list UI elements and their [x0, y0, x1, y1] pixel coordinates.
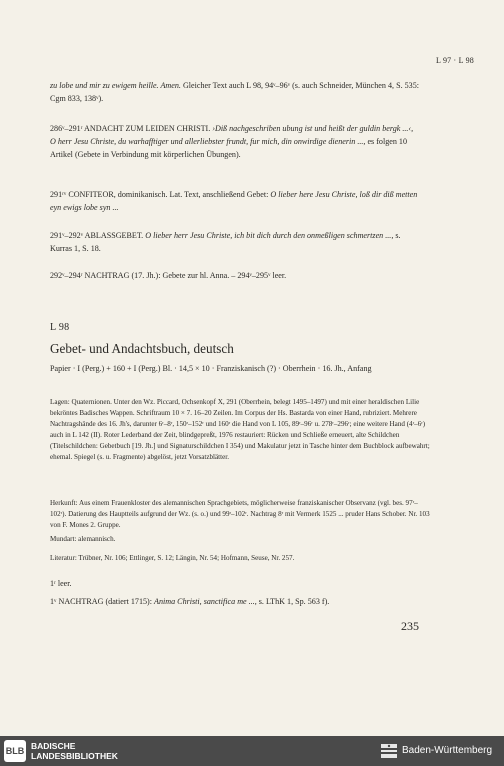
entry-text: , es folgen 10 Artikel (Gebete in Verbindung mit körperlichen Übungen).	[50, 137, 408, 159]
entry-text: dominikanisch. Lat. Text, anschließend Gebet:	[115, 190, 271, 199]
state-name[interactable]: Baden-Württemberg	[402, 745, 493, 756]
running-header: L 97 · L 98	[435, 56, 474, 65]
library-name-line2: LANDESBIBLIOTHEK	[31, 751, 118, 761]
entry-text: , s. Kurras 1, S. 18.	[50, 231, 401, 253]
entry-ref: 291ʳᵛ	[50, 190, 67, 199]
entry-ref: 1ᵛ	[50, 597, 57, 606]
entry-title: NACHTRAG	[58, 597, 104, 606]
library-name[interactable]	[31, 741, 118, 761]
entry-confiteor	[50, 188, 420, 214]
entry-ablassgebet	[50, 229, 420, 255]
leaf-entry: 1ʳ leer.	[50, 579, 72, 588]
entry-text: , s. LThK 1, Sp. 563 f).	[254, 597, 330, 606]
shelfmark-heading: L 98	[50, 322, 70, 333]
codicology-paragraph: Lagen: Quaternionen. Unter den Wz. Piccard, Ochsenkopf X, 291 (Oberrhein, belegt 1495–1497) und mit einer heraldischen Lilie bekröntes Badisches Wappen. Schriftraum 10 × 7. 16–20 Zeilen. Im Corpus der Hs. Bastarda von einer Hand, rubriziert. Mehrere Nachtragshände des 16. Jh's, darunter 6ʳ–8ʳ, 150ʳ–152ʳ und 160ʳ die Hand von L 105, 89ʳ–96ʳ u. 278ʳ–296ʳ; eine weitere Hand (4ʳ–6ʳ) auch in L 142 (II). Roter Lederband der Zeit, blindgepreßt, 1976 restauriert: Rücken und Schließe erneuert, alte Schildchen (Titelschildchen: Gebetbuch [19. Jh.] und Signaturschildchen I 354) und Makulatur jetzt in Tasche hinter dem Buchblock aufbewahrt; ehemal. Spiegel (s. u. Fragmente) abgelöst, jetzt Vorsatzblätter.	[50, 398, 430, 461]
provenance-paragraph: Herkunft: Aus einem Frauenkloster des alemannischen Sprachgebiets, möglicherweise franziskanischer Observanz (vgl. bes. 97ʳ–102ʳ). Datierung des Hauptteils aufgrund der Wz. (s. o.) und 99ʳ–102ʳ. Nachtrag 8ʳ mit Vermerk 1525 ... pruder Hans Schober. Nr. 103 von F. Mones 2. Gruppe.	[50, 499, 430, 529]
entry-quote: O lieber here Jesu Christe, loß dir diß metten eyn ewigs lobe syn ...	[50, 190, 418, 212]
manuscript-title: Gebet- und Andachtsbuch, deutsch	[50, 341, 234, 356]
entry-text: Gleicher Text auch L 98, 94ᵛ–96ᵛ (s. auch Schneider, München 4, S. 535: Cgm 833, 138ᵛ).	[50, 81, 420, 103]
entry-continuation	[50, 79, 420, 105]
entry-title: ANDACHT ZUM LEIDEN CHRISTI.	[84, 124, 211, 133]
entry-title: NACHTRAG	[84, 271, 130, 280]
page-number: 235	[401, 619, 419, 633]
footer-bar	[0, 736, 504, 766]
dialect-line: Mundart: alemannisch.	[50, 535, 116, 543]
entry-ref: 291ᵛ–292ᵛ	[50, 231, 84, 240]
entry-quote: zu lobe und mir zu ewigem heille. Amen.	[50, 81, 181, 90]
entry-quote: O lieber herr Jesu Christe, ich bit dich durch den onmeßligen schmertzen ...	[143, 231, 392, 240]
literature-line: Literatur: Trübner, Nr. 106; Ettlinger, S. 12; Längin, Nr. 54; Hofmann, Seuse, Nr. 257.	[50, 554, 295, 562]
entry-nachtrag	[50, 269, 420, 282]
entry-text: (datiert 1715):	[103, 597, 155, 606]
entry-text: (17. Jh.): Gebete zur hl. Anna. – 294ᵛ–295ᵛ leer.	[129, 271, 287, 280]
entry-quote: ›Diß nachgeschriben ubung ist und heißt der guldin bergk ...‹, O herr Jesu Christe, du warhafftiger und allerliebster frundt, fur mich, din onwirdige dienerin ...	[50, 124, 414, 146]
baden-wuerttemberg-crest-icon	[380, 742, 398, 760]
leaf-entry-nachtrag	[50, 597, 430, 606]
entry-andacht	[50, 122, 420, 161]
entry-quote: Anima Christi, sanctifica me ...	[154, 597, 255, 606]
physical-description: Papier · I (Perg.) + 160 + I (Perg.) Bl. · 14,5 × 10 · Franziskanisch (?) · Oberrhein · 16. Jh., Anfang	[50, 364, 372, 373]
entry-ref: 286ᵛ–291ʳ	[50, 124, 83, 133]
library-name-line1: BADISCHE	[31, 741, 76, 751]
blb-logo-icon[interactable]: BLB	[4, 740, 26, 762]
entry-title: ABLASSGEBET.	[84, 231, 144, 240]
entry-ref: 292ᵛ–294ʳ	[50, 271, 83, 280]
entry-title: CONFITEOR,	[68, 190, 116, 199]
